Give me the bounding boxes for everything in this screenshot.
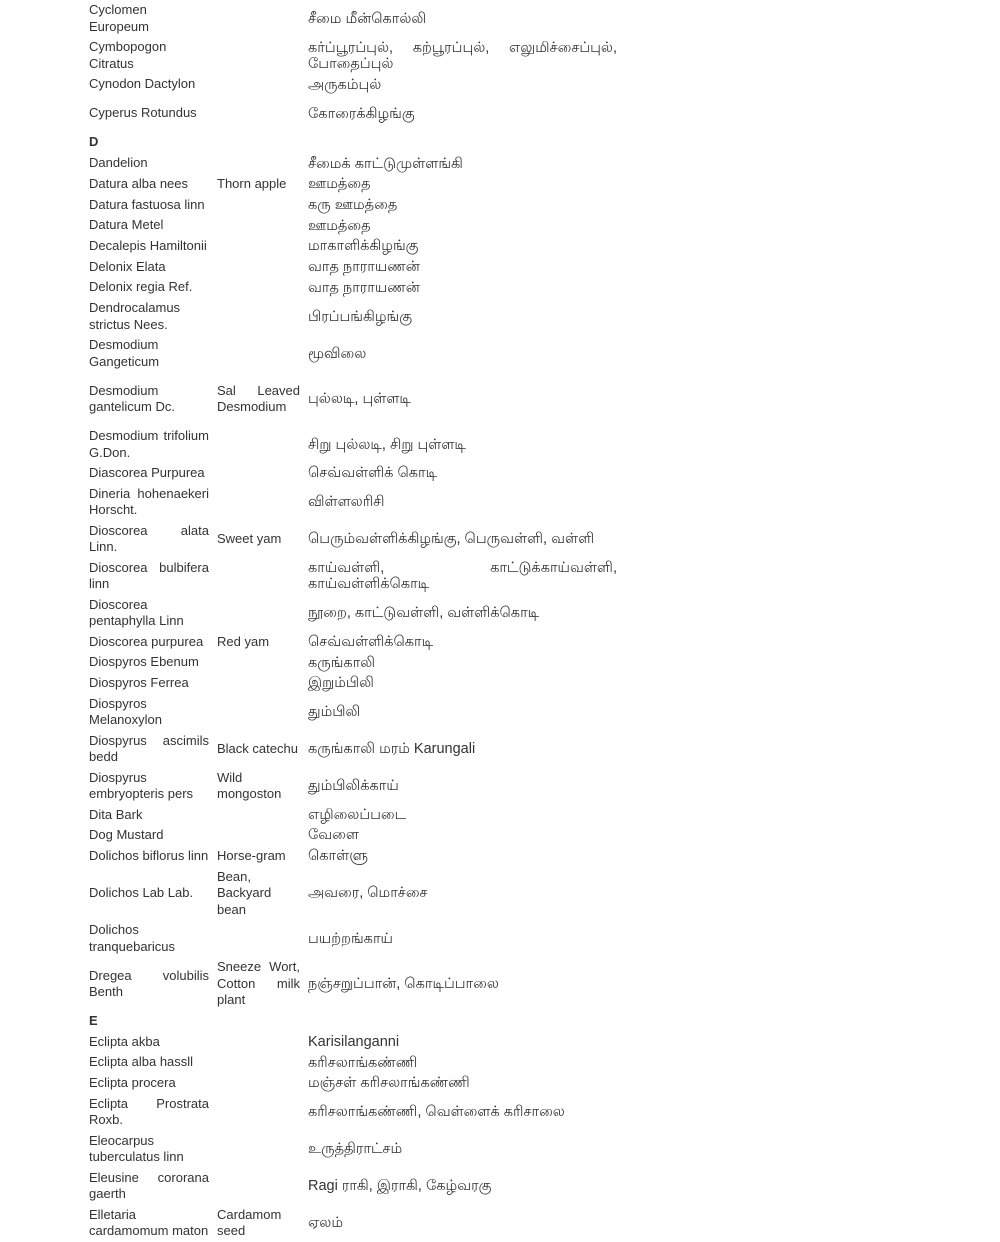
tamil-name-cell: Karisilanganni — [308, 1033, 400, 1050]
english-name-cell — [213, 37, 304, 74]
english-name-cell: Cardamom seed — [217, 1206, 282, 1238]
tamil-name-cell: வாத நாராயணன் — [308, 258, 420, 275]
english-name-cell — [213, 1094, 304, 1131]
english-name-cell — [213, 694, 304, 731]
botanical-name-cell: Dioscorea bulbifera linn — [89, 559, 209, 591]
tamil-name-cell: Ragi ராகி, இராகி, கேழ்வரகு — [308, 1178, 492, 1194]
botanical-name-cell: Diospyros Melanoxylon — [89, 695, 162, 727]
english-name-cell — [213, 558, 304, 595]
section-heading-row — [85, 132, 621, 153]
tamil-name-cell: மூவிலை — [308, 345, 367, 362]
table-row — [85, 277, 621, 298]
section-letter: D — [89, 134, 99, 150]
botanical-name-cell: Dregea volubilis Benth — [89, 967, 209, 999]
table-row — [85, 1131, 621, 1168]
plant-names-table — [85, 0, 621, 1242]
table-row — [85, 825, 621, 846]
table-row — [85, 257, 621, 278]
table-row — [85, 153, 621, 174]
tamil-name-cell: கருங்காலி — [308, 654, 376, 671]
table-row — [85, 484, 621, 521]
tamil-name-cell: எழிலைப்படை — [308, 806, 407, 823]
botanical-name-cell: Dioscorea pentaphylla Linn — [89, 596, 184, 628]
tamil-name-cell: புல்லடி, புள்ளடி — [308, 391, 411, 407]
botanical-name-cell: Desmodium Gangeticum — [89, 337, 160, 369]
tamil-name-cell: நஞ்சறுப்பான், கொடிப்பாலை — [308, 976, 499, 992]
table-row — [85, 558, 621, 595]
table-row — [85, 867, 621, 921]
tamil-name-cell: சீமைக் காட்டுமுள்ளங்கி — [308, 155, 463, 172]
botanical-name-cell: Eclipta alba hassll — [89, 1054, 194, 1070]
botanical-name-cell: Desmodium gantelicum Dc. — [89, 382, 175, 414]
tamil-name-cell: விள்ளலரிசி — [308, 494, 385, 510]
table-row — [85, 521, 621, 558]
tamil-name-cell: கரிசலாங்கண்ணி — [308, 1054, 418, 1071]
table-row — [85, 652, 621, 673]
botanical-name-cell: Eclipta akba — [89, 1033, 160, 1049]
tamil-name-cell: வேளை — [308, 827, 359, 844]
botanical-name-cell: Cynodon Dactylon — [89, 76, 196, 92]
english-name-cell — [213, 426, 304, 463]
english-name-cell: Black catechu — [217, 740, 298, 756]
english-name-cell — [213, 74, 304, 95]
english-name-cell — [213, 153, 304, 174]
table-row — [85, 426, 621, 463]
botanical-name-cell: Delonix regia Ref. — [89, 279, 193, 295]
english-name-cell — [213, 484, 304, 521]
table-row — [85, 920, 621, 957]
tamil-name-cell: காய்வள்ளி, காட்டுக்காய்வள்ளி, காய்வள்ளிக்கொடி — [308, 560, 617, 592]
botanical-name-cell: Dandelion — [89, 155, 148, 171]
table-row — [85, 1094, 621, 1131]
table-row — [85, 174, 621, 195]
english-name-cell: Thorn apple — [217, 176, 287, 191]
table-row — [85, 372, 621, 426]
tamil-name-cell: மஞ்சள் கரிசலாங்கண்ணி — [308, 1075, 470, 1092]
table-row — [85, 236, 621, 257]
table-row — [85, 805, 621, 826]
tamil-name-cell: கொள்ளு — [308, 848, 368, 864]
botanical-name-cell: Dog Mustard — [89, 827, 164, 842]
botanical-name-cell: Diospyros Ebenum — [89, 654, 199, 670]
table-row — [85, 215, 621, 236]
english-name-cell — [213, 95, 304, 132]
botanical-name-cell: Elletaria cardamomum maton — [89, 1206, 209, 1238]
tamil-name-cell: இறும்பிலி — [308, 675, 374, 692]
botanical-name-cell: Dolichos tranquebaricus — [89, 922, 175, 954]
table-row — [85, 195, 621, 216]
english-name-cell — [213, 920, 304, 957]
botanical-name-cell: Datura fastuosa linn — [89, 196, 205, 212]
english-name-cell: Sneeze Wort, Cotton milk plant — [217, 959, 300, 1008]
english-name-cell — [213, 215, 304, 236]
table-row — [85, 37, 621, 74]
english-name-cell — [213, 195, 304, 216]
tamil-name-cell: அவரை, மொச்சை — [308, 885, 428, 902]
botanical-name-cell: Diospyrus embryopteris pers — [89, 769, 194, 801]
tamil-name-cell: அருகம்புல் — [308, 76, 382, 93]
table-row — [85, 595, 621, 632]
english-name-cell — [213, 1131, 304, 1168]
tamil-name-cell: பயற்றங்காய் — [308, 930, 393, 947]
english-name-cell — [213, 257, 304, 278]
table-row — [85, 673, 621, 694]
english-name-cell — [213, 673, 304, 694]
section-heading-row — [85, 1011, 621, 1032]
english-name-cell — [213, 595, 304, 632]
section-letter: E — [89, 1013, 98, 1028]
english-name-cell: Sweet yam — [217, 530, 282, 546]
english-name-cell — [213, 825, 304, 846]
english-name-cell — [213, 805, 304, 826]
english-name-cell — [213, 236, 304, 257]
english-name-cell: Horse-gram — [217, 847, 286, 863]
table-row — [85, 694, 621, 731]
botanical-name-cell: Diospyrus ascimils bedd — [89, 732, 209, 764]
botanical-name-cell: Dolichos biflorus linn — [89, 847, 209, 863]
botanical-name-cell: Delonix Elata — [89, 258, 166, 274]
tamil-name-cell: கர்ப்பூரப்புல், கற்பூரப்புல், எலுமிச்சைப்புல், போதைப்புல் — [308, 39, 617, 72]
tamil-name-cell: மாகாளிக்கிழங்கு — [308, 238, 419, 255]
table-row — [85, 1168, 621, 1205]
botanical-name-cell: Cyperus Rotundus — [89, 105, 197, 121]
english-name-cell: Sal Leaved Desmodium — [217, 382, 300, 414]
botanical-name-cell: Datura Metel — [89, 217, 164, 233]
tamil-name-cell: பெரும்வள்ளிக்கிழங்கு, பெருவள்ளி, வள்ளி — [308, 531, 595, 547]
tamil-name-cell: ஏலம் — [308, 1215, 343, 1231]
tamil-name-cell: வாத நாராயணன் — [308, 279, 420, 296]
tamil-name-cell: செவ்வள்ளிக் கொடி — [308, 465, 438, 482]
botanical-name-cell: Datura alba nees — [89, 176, 189, 191]
tamil-name-cell: சீமை மீன்கொல்லி — [308, 10, 427, 27]
tamil-name-cell: ஊமத்தை — [308, 217, 371, 234]
tamil-name-cell: செவ்வள்ளிக்கொடி — [308, 633, 434, 650]
table-row — [85, 632, 621, 653]
english-name-cell: Wild mongoston — [217, 769, 282, 801]
table-row — [85, 463, 621, 484]
english-name-cell — [213, 298, 304, 335]
table-row — [85, 74, 621, 95]
tamil-name-cell: கருங்காலி மரம் Karungali — [308, 741, 476, 757]
english-name-cell: Bean, Backyard bean — [217, 868, 272, 917]
english-name-cell — [213, 1073, 304, 1094]
table-row — [85, 1073, 621, 1094]
table-row — [85, 1052, 621, 1073]
tamil-name-cell: கோரைக்கிழங்கு — [308, 105, 415, 122]
tamil-name-cell: ஊமத்தை — [308, 176, 371, 193]
tamil-name-cell: நூறை, காட்டுவள்ளி, வள்ளிக்கொடி — [308, 605, 540, 621]
english-name-cell — [213, 463, 304, 484]
english-name-cell — [213, 0, 304, 37]
botanical-name-cell: Dita Bark — [89, 806, 143, 822]
table-row — [85, 1032, 621, 1053]
botanical-name-cell: Dioscorea alata Linn. — [89, 522, 209, 554]
botanical-name-cell: Diospyros Ferrea — [89, 675, 189, 690]
table-row — [85, 335, 621, 372]
botanical-name-cell: Cymbopogon Citratus — [89, 39, 167, 71]
botanical-name-cell: Eclipta procera — [89, 1075, 176, 1090]
table-row — [85, 731, 621, 768]
botanical-name-cell: Dolichos Lab Lab. — [89, 885, 194, 900]
english-name-cell: Red yam — [217, 633, 270, 649]
tamil-name-cell: பிரப்பங்கிழங்கு — [308, 308, 413, 325]
tamil-name-cell: கரிசலாங்கண்ணி, வெள்ளைக் கரிசாலை — [308, 1104, 565, 1120]
botanical-name-cell: Diascorea Purpurea — [89, 465, 205, 480]
botanical-name-cell: Eleocarpus tuberculatus linn — [89, 1132, 184, 1164]
table-row — [85, 298, 621, 335]
table-row — [85, 768, 621, 805]
table-row — [85, 1205, 621, 1242]
botanical-name-cell: Dendrocalamus strictus Nees. — [89, 300, 181, 332]
english-name-cell — [213, 1032, 304, 1053]
tamil-name-cell: சிறு புல்லடி, சிறு புள்ளடி — [308, 436, 466, 453]
table-body — [85, 0, 621, 1242]
table-row — [85, 95, 621, 132]
english-name-cell — [213, 1052, 304, 1073]
table-row — [85, 957, 621, 1011]
table-row — [85, 846, 621, 867]
botanical-name-cell: Desmodium trifolium G.Don. — [89, 428, 209, 460]
botanical-name-cell: Eclipta Prostrata Roxb. — [89, 1095, 209, 1127]
tamil-name-cell: உருத்திராட்சம் — [308, 1141, 403, 1157]
table-row — [85, 0, 621, 37]
english-name-cell — [213, 1168, 304, 1205]
tamil-name-cell: கரு ஊமத்தை — [308, 196, 398, 213]
botanical-name-cell: Dineria hohenaekeri Horscht. — [89, 485, 209, 517]
english-name-cell — [213, 335, 304, 372]
tamil-name-cell: தும்பிலி — [308, 704, 361, 720]
english-name-cell — [213, 277, 304, 298]
botanical-name-cell: Cyclomen Europeum — [89, 2, 149, 34]
botanical-name-cell: Decalepis Hamiltonii — [89, 238, 207, 253]
english-name-cell — [213, 652, 304, 673]
botanical-name-cell: Dioscorea purpurea — [89, 633, 204, 649]
botanical-name-cell: Eleusine cororana gaerth — [89, 1169, 209, 1201]
tamil-name-cell: தும்பிலிக்காய் — [308, 778, 399, 794]
